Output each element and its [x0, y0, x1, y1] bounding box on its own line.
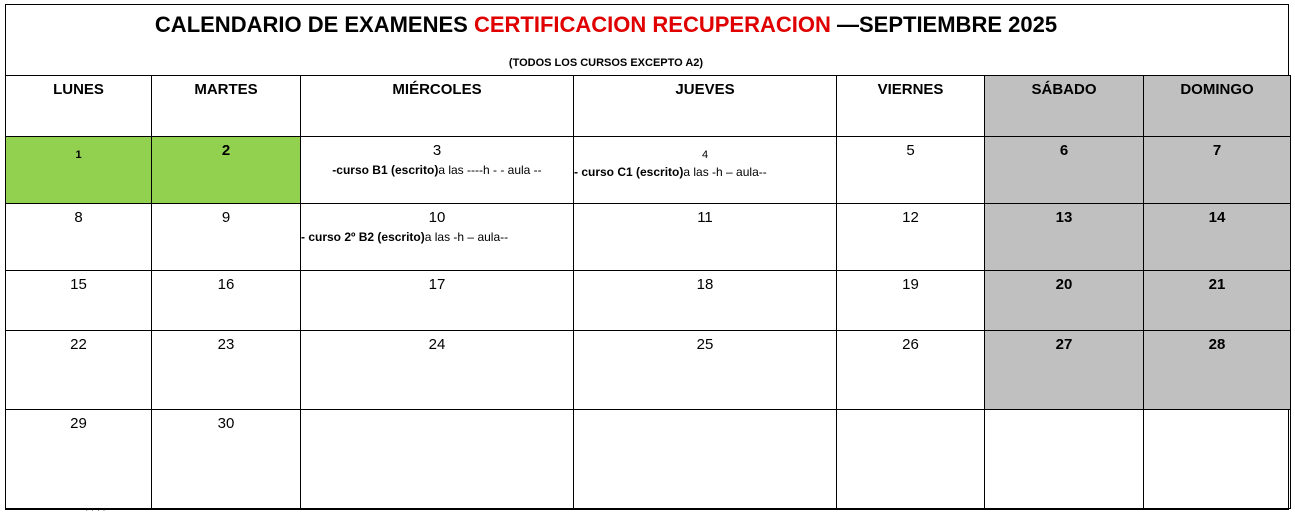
day-cell	[574, 137, 837, 204]
page-subtitle: (TODOS LOS CURSOS EXCEPTO A2)	[508, 57, 704, 69]
day-number: 23	[217, 336, 235, 353]
day-header-thursday: JUEVES	[574, 76, 837, 137]
day-cell	[152, 204, 301, 271]
day-cell	[152, 410, 301, 509]
day-number: 24	[428, 336, 446, 353]
day-number	[837, 410, 984, 416]
day-cell	[6, 271, 152, 331]
day-header-sunday: DOMINGO	[1144, 76, 1291, 137]
day-number: 25	[696, 336, 714, 353]
day-cell	[837, 137, 985, 204]
day-number: 17	[428, 276, 446, 293]
day-cell	[574, 410, 837, 509]
day-cell	[6, 137, 152, 204]
day-header-tuesday: MARTES	[152, 76, 301, 137]
day-cell	[301, 331, 574, 410]
day-number: 2	[221, 142, 231, 159]
day-number: 7	[1212, 142, 1222, 159]
day-number: 15	[70, 276, 87, 293]
day-number: 26	[902, 336, 919, 353]
day-cell	[6, 204, 152, 271]
week-row-3	[6, 271, 1291, 331]
day-number: 30	[217, 415, 235, 432]
day-number: 21	[1208, 276, 1226, 293]
day-number	[985, 410, 1143, 416]
weekday-header-row	[6, 76, 1291, 137]
day-number: 8	[74, 209, 83, 226]
day-cell	[152, 331, 301, 410]
exam-course: - curso 2º B2 (escrito)	[301, 230, 425, 244]
day-header-friday: VIERNES	[837, 76, 985, 137]
day-number: 22	[70, 336, 87, 353]
title-part-1: CALENDARIO DE EXAMENES	[154, 12, 474, 37]
day-cell	[985, 331, 1144, 410]
day-cell	[6, 410, 152, 509]
title-part-3: —SEPTIEMBRE 2025	[830, 12, 1058, 37]
day-cell	[1144, 331, 1291, 410]
day-cell	[985, 410, 1144, 509]
day-number: 4	[701, 149, 709, 161]
title-part-2: CERTIFICACION RECUPERACION	[473, 12, 831, 37]
day-cell	[837, 331, 985, 410]
day-cell	[301, 137, 574, 204]
day-header-monday: LUNES	[6, 76, 152, 137]
week-row-5	[6, 410, 1291, 509]
day-number: 12	[902, 209, 919, 226]
day-number: 20	[1055, 276, 1073, 293]
exam-course: -curso B1 (escrito)	[332, 163, 439, 177]
day-number: 10	[428, 209, 446, 226]
day-number: 19	[902, 276, 919, 293]
week-row-2	[6, 204, 1291, 271]
day-cell	[837, 410, 985, 509]
day-number: 3	[432, 142, 442, 159]
exam-entry	[301, 162, 573, 178]
day-cell	[837, 271, 985, 331]
day-number: 14	[1208, 209, 1226, 226]
exam-course: - curso C1 (escrito)	[574, 165, 684, 179]
day-number	[1144, 410, 1290, 416]
day-number: 1	[75, 149, 82, 161]
day-cell	[1144, 137, 1291, 204]
exam-entry	[574, 164, 836, 180]
day-cell	[985, 271, 1144, 331]
day-cell	[574, 331, 837, 410]
exam-details: a las ----h - - aula --	[438, 163, 542, 177]
footer-marks: ' ' ' '	[86, 508, 106, 517]
day-number: 11	[697, 209, 713, 226]
week-row-1	[6, 137, 1291, 204]
day-number: 27	[1055, 336, 1073, 353]
day-cell	[574, 271, 837, 331]
day-number: 6	[1059, 142, 1069, 159]
exam-entry	[301, 229, 573, 245]
calendar-table	[5, 75, 1291, 509]
day-cell	[1144, 204, 1291, 271]
day-cell	[985, 137, 1144, 204]
exam-details: a las -h – aula--	[683, 165, 767, 179]
day-cell	[837, 204, 985, 271]
week-row-4	[6, 331, 1291, 410]
day-cell	[152, 271, 301, 331]
exam-details: a las -h – aula--	[424, 230, 509, 244]
calendar-document	[5, 4, 1289, 510]
day-number: 16	[217, 276, 235, 293]
day-cell	[152, 137, 301, 204]
day-cell	[985, 204, 1144, 271]
day-cell	[301, 271, 574, 331]
day-number: 28	[1208, 336, 1226, 353]
day-cell	[1144, 410, 1291, 509]
day-cell	[574, 204, 837, 271]
page-title	[6, 11, 1206, 39]
day-number: 18	[696, 276, 714, 293]
day-number	[574, 410, 836, 416]
day-cell	[301, 204, 574, 271]
day-cell	[1144, 271, 1291, 331]
day-header-saturday: SÁBADO	[985, 76, 1144, 137]
day-number: 9	[221, 209, 231, 226]
day-number: 5	[906, 142, 915, 159]
day-cell	[301, 410, 574, 509]
day-header-wednesday: MIÉRCOLES	[301, 76, 574, 137]
day-number	[301, 410, 573, 416]
day-cell	[6, 331, 152, 410]
day-number: 13	[1055, 209, 1073, 226]
day-number: 29	[70, 415, 87, 432]
